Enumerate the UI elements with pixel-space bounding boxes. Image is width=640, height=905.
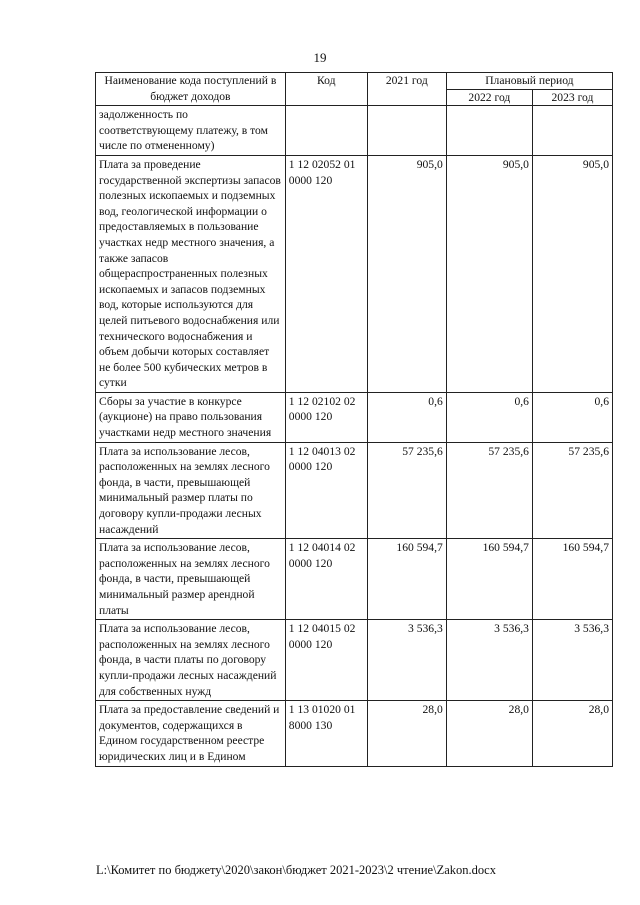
amount-2021-cell: 57 235,6 [367,442,446,539]
amount-2021-cell: 28,0 [367,701,446,766]
revenue-code-cell: 1 12 02052 01 0000 120 [285,155,367,392]
table-row-continuation [96,106,613,156]
header-year-2022: 2022 год [446,89,532,106]
amount-2022-cell: 3 536,3 [446,620,532,701]
amount-2021-cell: 3 536,3 [367,620,446,701]
header-planned-period: Плановый период [446,73,612,90]
amount-2021-cell: 905,0 [367,155,446,392]
table-body [96,106,613,766]
table-header [96,73,613,106]
amount-2022-cell: 28,0 [446,701,532,766]
amount-2021-cell: 0,6 [367,392,446,442]
page-number: 19 [313,50,327,65]
revenue-name-cell: Плата за проведение государственной экспертизы запасов полезных ископаемых и подземных вод, геологической информации о предоставляемых в пользование участках недр местного значения, а также запасов общераспространенных полезных ископаемых и запасов подземных вод, которые используются для целей питьевого водоснабжения или технического водоснабжения и объем добычи которых составляет не более 500 кубических метров в сутки [96,155,286,392]
table-row [96,539,613,620]
continuation-text: задолженность по соответствующему платежу, в том числе по отмененному) [96,106,286,156]
amount-2023-cell: 160 594,7 [532,539,612,620]
amount-2023-cell: 28,0 [532,701,612,766]
amount-2022-cell: 160 594,7 [446,539,532,620]
amount-2023-cell: 0,6 [532,392,612,442]
revenue-code-cell: 1 12 04015 02 0000 120 [285,620,367,701]
amount-2023-cell: 57 235,6 [532,442,612,539]
amount-2022-cell: 57 235,6 [446,442,532,539]
revenue-code-cell: 1 12 04014 02 0000 120 [285,539,367,620]
header-year-2023: 2023 год [532,89,612,106]
header-name: Наименование кода поступлений в бюджет доходов [96,73,286,106]
revenue-code-cell: 1 12 02102 02 0000 120 [285,392,367,442]
revenue-code-cell: 1 12 04013 02 0000 120 [285,442,367,539]
table-row [96,155,613,392]
table-row [96,442,613,539]
revenue-name-cell: Плата за использование лесов, расположенных на землях лесного фонда, в части, превышающей минимальный размер платы по договору купли-продажи лесных насаждений [96,442,286,539]
amount-2022-cell: 0,6 [446,392,532,442]
amount-2023-cell: 905,0 [532,155,612,392]
revenue-name-cell: Плата за использование лесов, расположенных на землях лесного фонда, в части, превышающей минимальный размер арендной платы [96,539,286,620]
amount-2023-cell: 3 536,3 [532,620,612,701]
revenue-code-cell: 1 13 01020 01 8000 130 [285,701,367,766]
table-row [96,392,613,442]
revenue-name-cell: Плата за предоставление сведений и документов, содержащихся в Едином государственном реестре юридических лиц и в Едином [96,701,286,766]
table-row [96,620,613,701]
header-year-2021: 2021 год [367,73,446,106]
footer-file-path: L:\Комитет по бюджету\2020\закон\бюджет 2021-2023\2 чтение\Zakon.docx [96,863,496,877]
amount-2022-cell: 905,0 [446,155,532,392]
amount-2021-cell: 160 594,7 [367,539,446,620]
revenue-name-cell: Плата за использование лесов, расположенных на землях лесного фонда, в части платы по договору купли-продажи лесных насаждений для собственных нужд [96,620,286,701]
revenue-name-cell: Сборы за участие в конкурсе (аукционе) на право пользования участками недр местного значения [96,392,286,442]
revenue-table [95,72,613,767]
table-row [96,701,613,766]
header-code: Код [285,73,367,106]
